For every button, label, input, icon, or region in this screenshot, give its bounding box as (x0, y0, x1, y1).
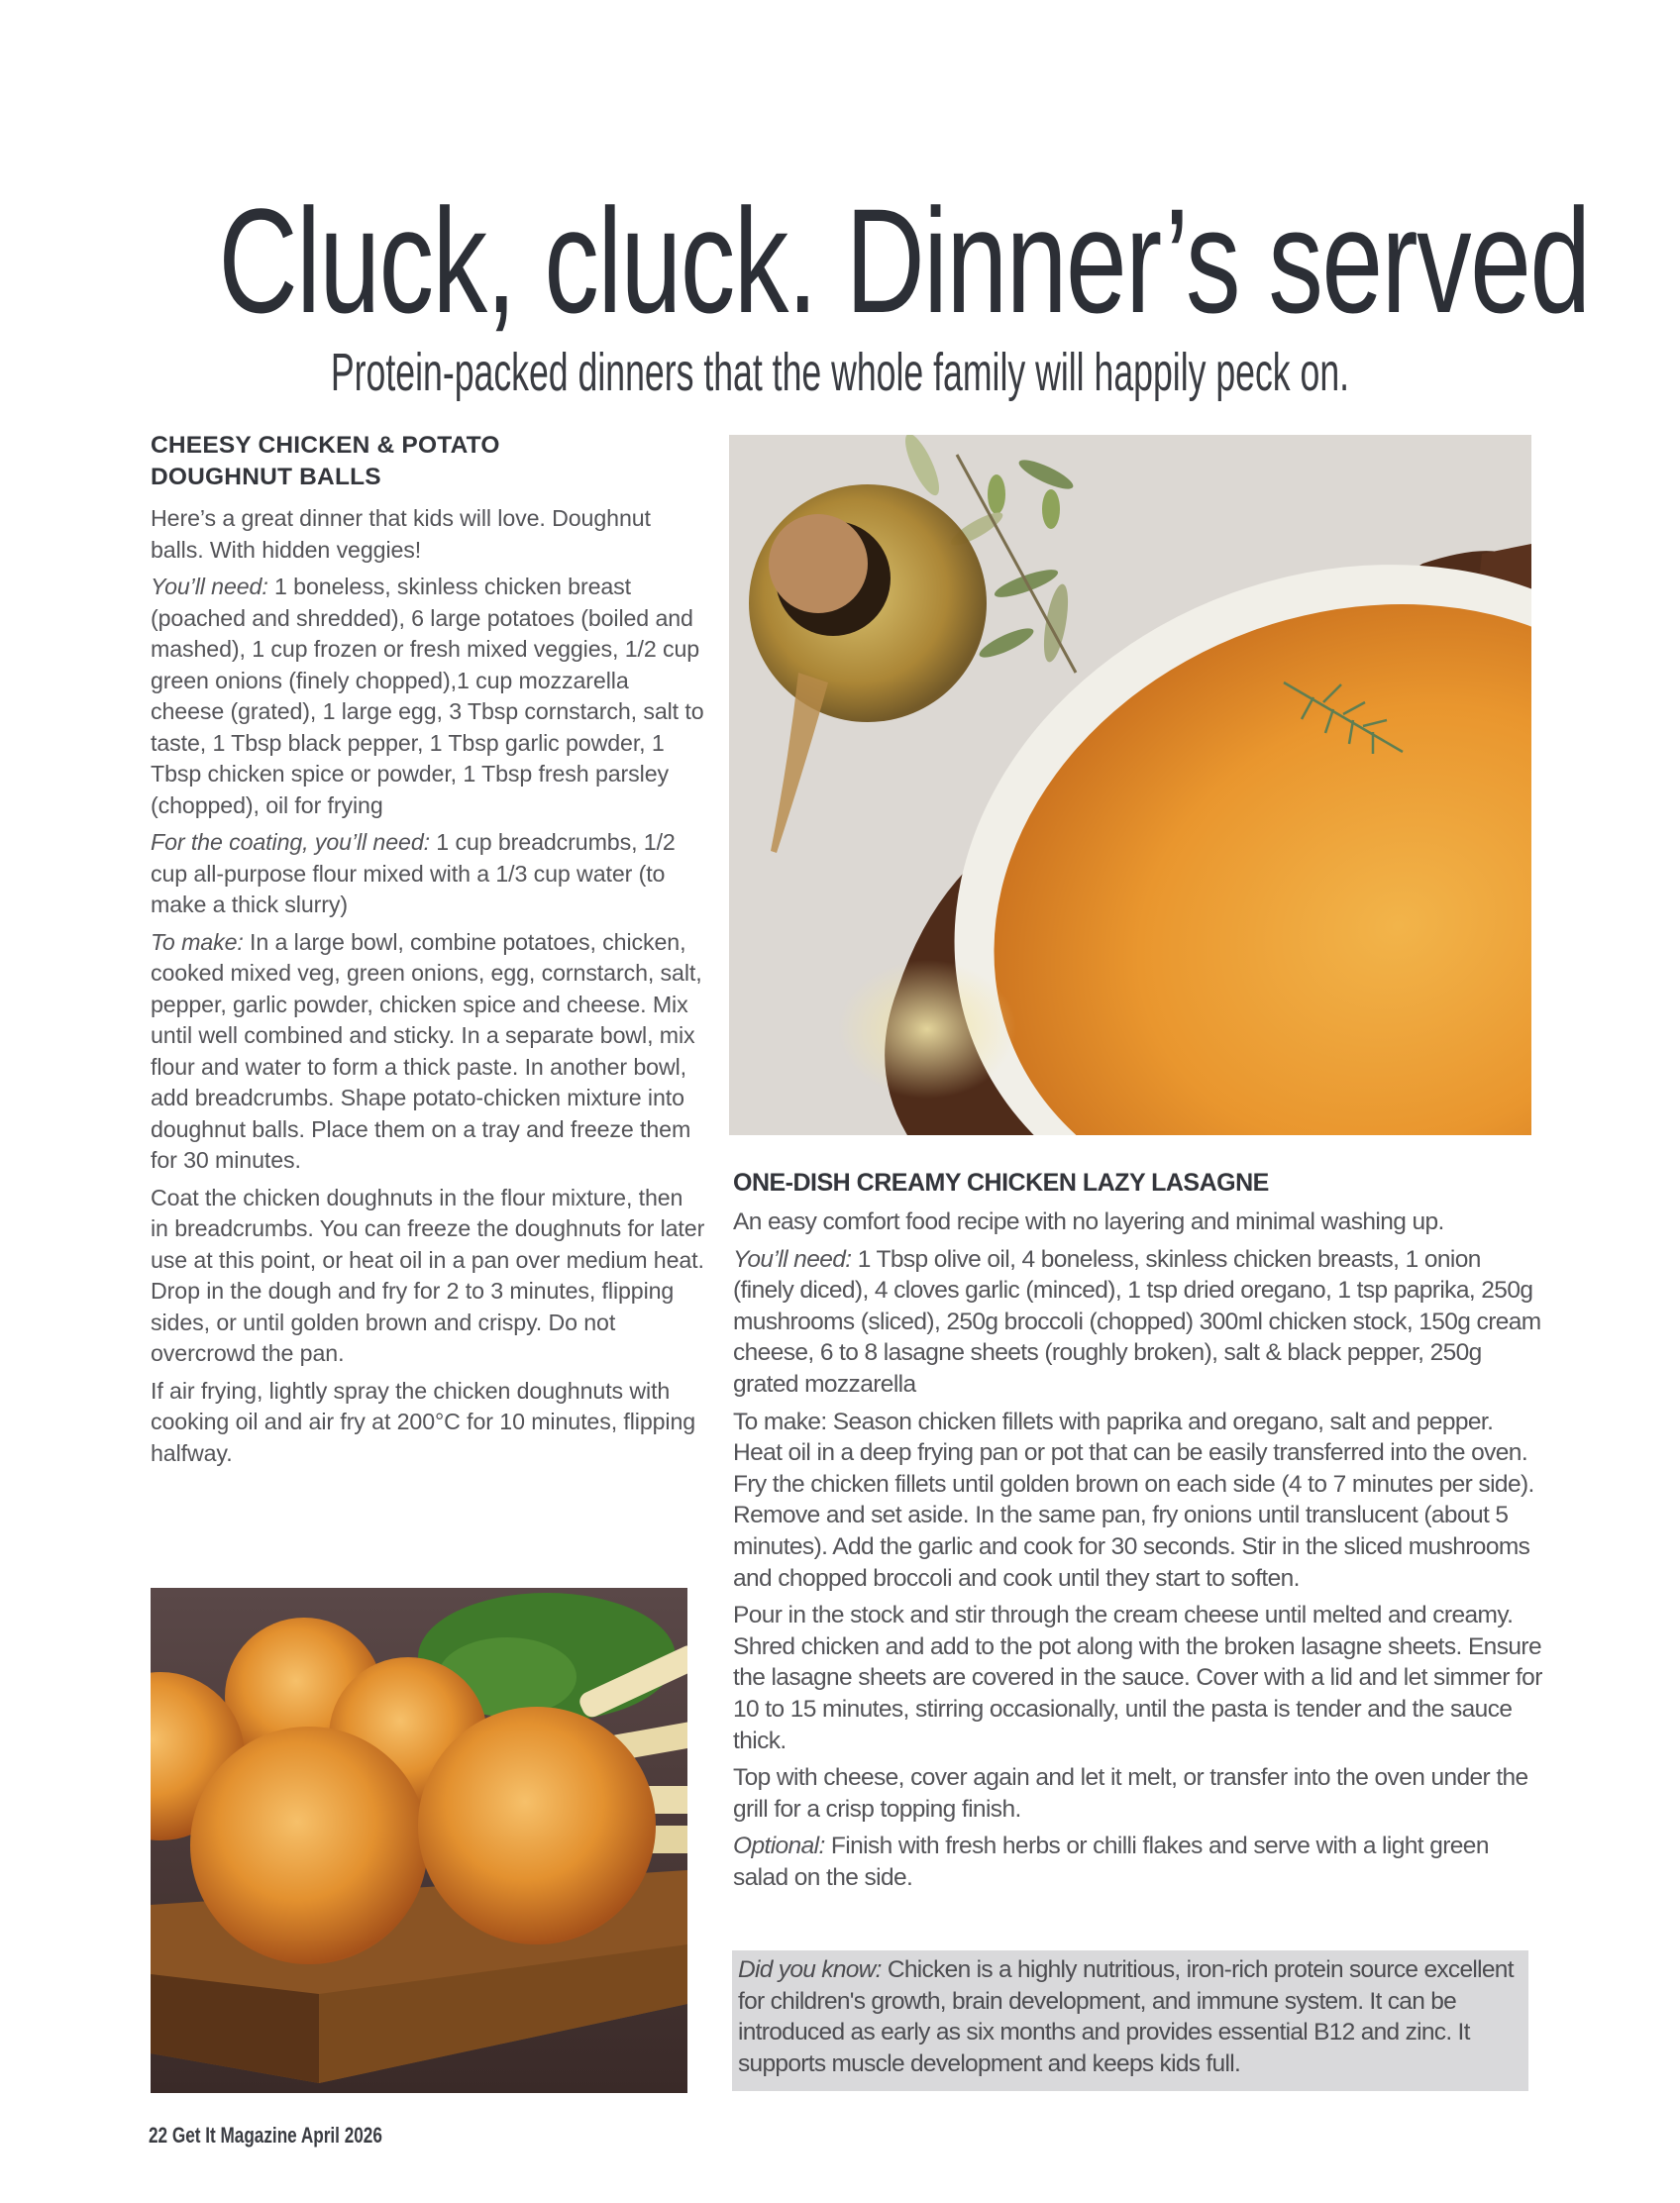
ingredients-text: 1 boneless, skinless chicken breast (poached and shredded), 6 large potatoes (boiled and mashed), 1 cup frozen or fresh mixed veggies, 1/2 cup green onions (finely chopped),1 cup mozzarella cheese (grated), 1 large egg, 3 Tbsp cornstarch, salt to taste, 1 Tbsp black pepper, 1 Tbsp garlic powder, 1 Tbsp chicken spice or powder, 1 Tbsp fresh parsley (chopped), oil for frying (151, 574, 704, 818)
doughnut-balls-image (151, 1588, 687, 2093)
coating-text: 1 cup breadcrumbs, 1/2 cup all-purpose flour mixed with a 1/3 cup water (to make a thick slurry) (151, 829, 676, 917)
doughnut-balls-photo (151, 1588, 687, 2093)
recipe-optional (733, 1831, 1545, 1893)
recipe-lazy-lasagne (733, 1167, 1545, 1899)
coating-label: For the coating, you’ll need: (151, 829, 430, 855)
recipe-title-line1: CHEESY CHICKEN & POTATO (151, 432, 500, 459)
ingredients-text: 1 Tbsp olive oil, 4 boneless, skinless chicken breasts, 1 onion (finely diced), 4 cloves garlic (minced), 1 tsp dried oregano, 1 tsp paprika, 250g mushrooms (sliced), 250g broccoli (chopped) 300ml chicken stock, 150g cream cheese, 6 to 8 lasagne sheets (roughly broken), salt & black pepper, 250g grated mozzarella (733, 1245, 1541, 1398)
optional-text: Finish with fresh herbs or chilli flakes and serve with a light green salad on the side. (733, 1833, 1489, 1891)
recipe-doughnut-balls (151, 430, 705, 1475)
did-you-know-text (738, 1954, 1522, 2079)
method-text: In a large bowl, combine potatoes, chicken, cooked mixed veg, green onions, egg, cornstarch, salt, pepper, garlic powder, chicken spice and cheese. Mix until well combined and sticky. In a separate bowl, mix flour and water to form a thick paste. In another bowl, add breadcrumbs. Shape potato-chicken mixture into doughnut balls. Place them on a tray and freeze them for 30 minutes. (151, 928, 702, 1173)
page-subtitle: Protein-packed dinners that the whole family will happily peck on. (330, 343, 1350, 402)
ingredients-label: You’ll need: (151, 574, 268, 599)
page-footer: 22 Get It Magazine April 2026 (149, 2123, 382, 2148)
recipe-title (151, 430, 705, 493)
recipe-top-step: Top with cheese, cover again and let it melt, or transfer into the oven under the grill for a crisp topping finish. (733, 1764, 1528, 1823)
lasagne-image (729, 435, 1531, 1135)
recipe-intro: An easy comfort food recipe with no layering and minimal washing up. (733, 1208, 1444, 1235)
did-you-know-body: Chicken is a highly nutritious, iron-rich protein source excellent for children's growth, brain development, and immune system. It can be introduced as early as six months and provides essential B12 and zinc. It supports muscle development and keeps kids full. (738, 1956, 1514, 2077)
method-label: To make: (151, 928, 244, 955)
did-you-know-callout (732, 1950, 1528, 2091)
recipe-ingredients (151, 572, 705, 821)
recipe-coat-step: Coat the chicken doughnuts in the flour mixture, then in breadcrumbs. You can freeze the doughnuts for later use at this point, or heat oil in a pan over medium heat. Drop in the dough and fry for 2 to 3 minutes, flipping sides, or until golden brown and crispy. Do not overcrowd the pan. (151, 1184, 705, 1366)
optional-label: Optional: (733, 1833, 825, 1860)
recipe-title: ONE-DISH CREAMY CHICKEN LAZY LASAGNE (733, 1169, 1269, 1197)
recipe-title-line2: DOUGHNUT BALLS (151, 464, 381, 490)
recipe-method: To make: Season chicken fillets with paprika and oregano, salt and pepper. Heat oil in a deep frying pan or pot that can be easily transferred into the oven. Fry the chicken fillets until golden brown on each side (4 to 7 minutes per side). Remove and set aside. In the same pan, fry onions until translucent (about 5 minutes). Add the garlic and cook for 30 seconds. Stir in the sliced mushrooms and chopped broccoli and cook until they start to soften. (733, 1408, 1534, 1592)
recipe-air-fry-step: If air frying, lightly spray the chicken doughnuts with cooking oil and air fry at 200°C for 10 minutes, flipping halfway. (151, 1377, 696, 1466)
page-title: Cluck, cluck. Dinner’s served (218, 177, 1590, 344)
recipe-coating (151, 827, 705, 921)
lasagne-photo (729, 435, 1531, 1135)
recipe-intro: Here’s a great dinner that kids will love. Doughnut balls. With hidden veggies! (151, 505, 651, 563)
ingredients-label: You’ll need: (733, 1245, 852, 1273)
recipe-ingredients (733, 1244, 1545, 1401)
recipe-stock-step: Pour in the stock and stir through the cream cheese until melted and creamy. Shred chicken and add to the pot along with the broken lasagne sheets. Ensure the lasagne sheets are covered in the sauce. Cover with a lid and let simmer for 10 to 15 minutes, stirring occasionally, until the pasta is tender and the sauce thick. (733, 1602, 1542, 1754)
did-you-know-label: Did you know: (738, 1956, 882, 1983)
recipe-method (151, 927, 705, 1177)
